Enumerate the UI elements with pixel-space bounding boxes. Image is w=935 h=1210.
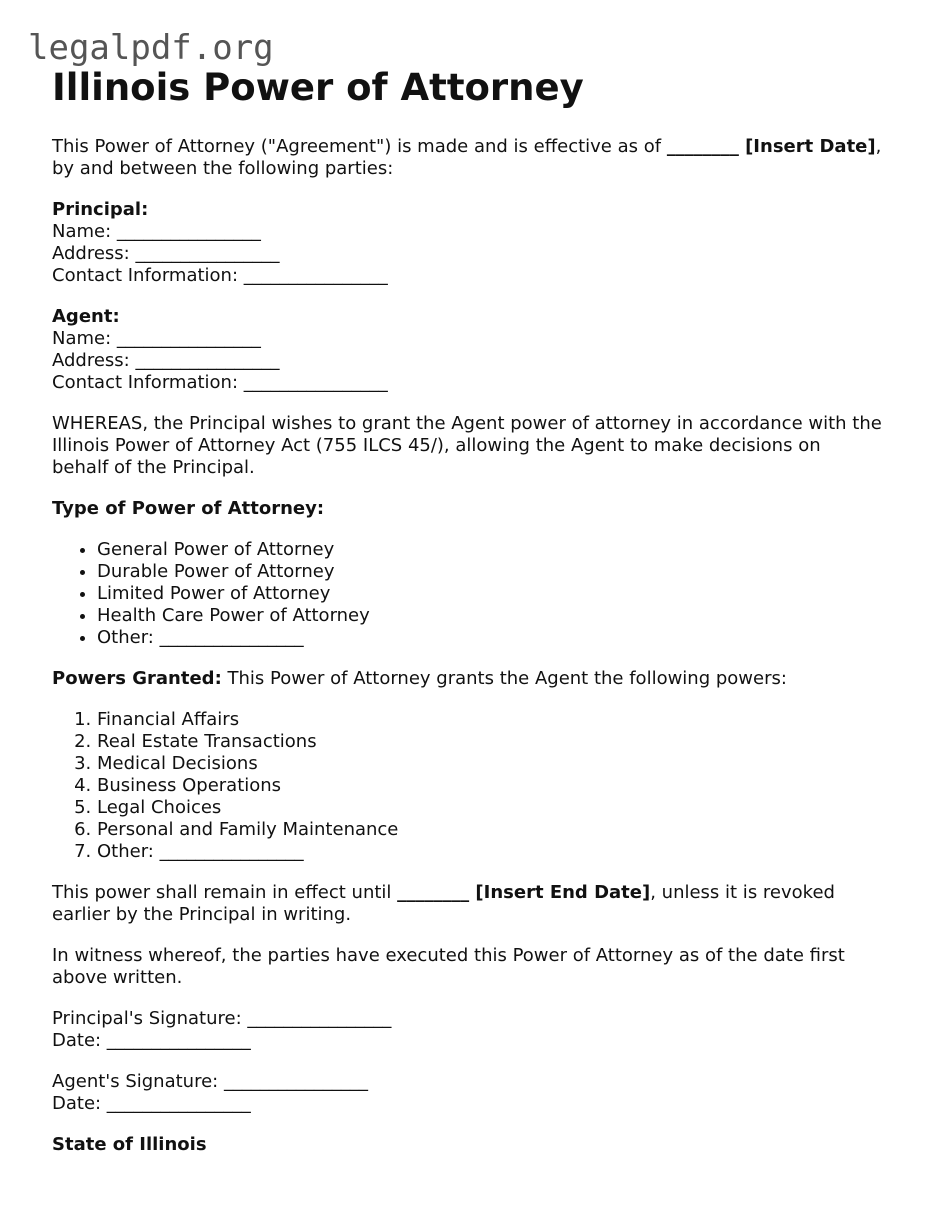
witness-paragraph: In witness whereof, the parties have executed this Power of Attorney as of the date first above written. <box>52 945 845 988</box>
powers-list <box>52 709 882 863</box>
list-item: 6. Personal and Family Maintenance <box>97 819 882 841</box>
agent-name-field: Name: ________________ <box>52 328 261 349</box>
intro-date-blank: ________ [Insert Date] <box>666 136 876 157</box>
list-item: 5. Legal Choices <box>97 797 882 819</box>
duration-end-blank: ________ [Insert End Date] <box>397 882 651 903</box>
types-heading: Type of Power of Attorney: <box>52 498 325 519</box>
list-item: 4. Business Operations <box>97 775 882 797</box>
principal-section <box>52 199 882 287</box>
list-item: • Limited Power of Attorney <box>97 583 882 605</box>
agent-section <box>52 306 882 394</box>
agent-signature-field: Agent's Signature: ________________ <box>52 1071 368 1092</box>
agent-signature-block <box>52 1071 882 1115</box>
list-item: • General Power of Attorney <box>97 539 882 561</box>
principal-signature-block <box>52 1008 882 1052</box>
principal-signature-field: Principal's Signature: ________________ <box>52 1008 392 1029</box>
agent-address-field: Address: ________________ <box>52 350 280 371</box>
document-title: Illinois Power of Attorney <box>52 66 584 109</box>
powers-heading: Powers Granted: <box>52 668 222 689</box>
duration-text-2: , unless it is revoked earlier by the Principal in writing. <box>52 882 835 925</box>
principal-date-field: Date: ________________ <box>52 1030 251 1051</box>
powers-text: This Power of Attorney grants the Agent the following powers: <box>221 668 787 689</box>
list-item: 2. Real Estate Transactions <box>97 731 882 753</box>
agent-date-field: Date: ________________ <box>52 1093 251 1114</box>
types-heading-paragraph <box>52 498 882 520</box>
state-heading: State of Illinois <box>52 1134 207 1155</box>
intro-text-1: This Power of Attorney ("Agreement") is made and is effective as of <box>52 136 667 157</box>
state-paragraph <box>52 1134 882 1156</box>
principal-contact-field: Contact Information: ________________ <box>52 265 388 286</box>
list-item: • Other: ________________ <box>97 627 882 649</box>
list-item: 3. Medical Decisions <box>97 753 882 775</box>
agent-heading: Agent: <box>52 306 120 327</box>
list-item: • Durable Power of Attorney <box>97 561 882 583</box>
agent-contact-field: Contact Information: ________________ <box>52 372 388 393</box>
list-item: 1. Financial Affairs <box>97 709 882 731</box>
powers-paragraph <box>52 668 882 690</box>
principal-heading: Principal: <box>52 199 149 220</box>
whereas-paragraph: WHEREAS, the Principal wishes to grant the Agent power of attorney in accordance with the Illinois Power of Attorney Act (755 ILCS 45/), allowing the Agent to make decisions on behalf of the Principal. <box>52 413 882 478</box>
list-item: 7. Other: ________________ <box>97 841 882 863</box>
duration-text-1: This power shall remain in effect until <box>52 882 398 903</box>
principal-address-field: Address: ________________ <box>52 243 280 264</box>
watermark: legalpdf.org <box>28 28 274 68</box>
intro-paragraph <box>52 136 882 180</box>
document <box>52 66 882 1175</box>
list-item: • Health Care Power of Attorney <box>97 605 882 627</box>
types-list <box>52 539 882 649</box>
duration-paragraph <box>52 882 882 926</box>
principal-name-field: Name: ________________ <box>52 221 261 242</box>
intro-text-2: , by and between the following parties: <box>52 136 882 179</box>
